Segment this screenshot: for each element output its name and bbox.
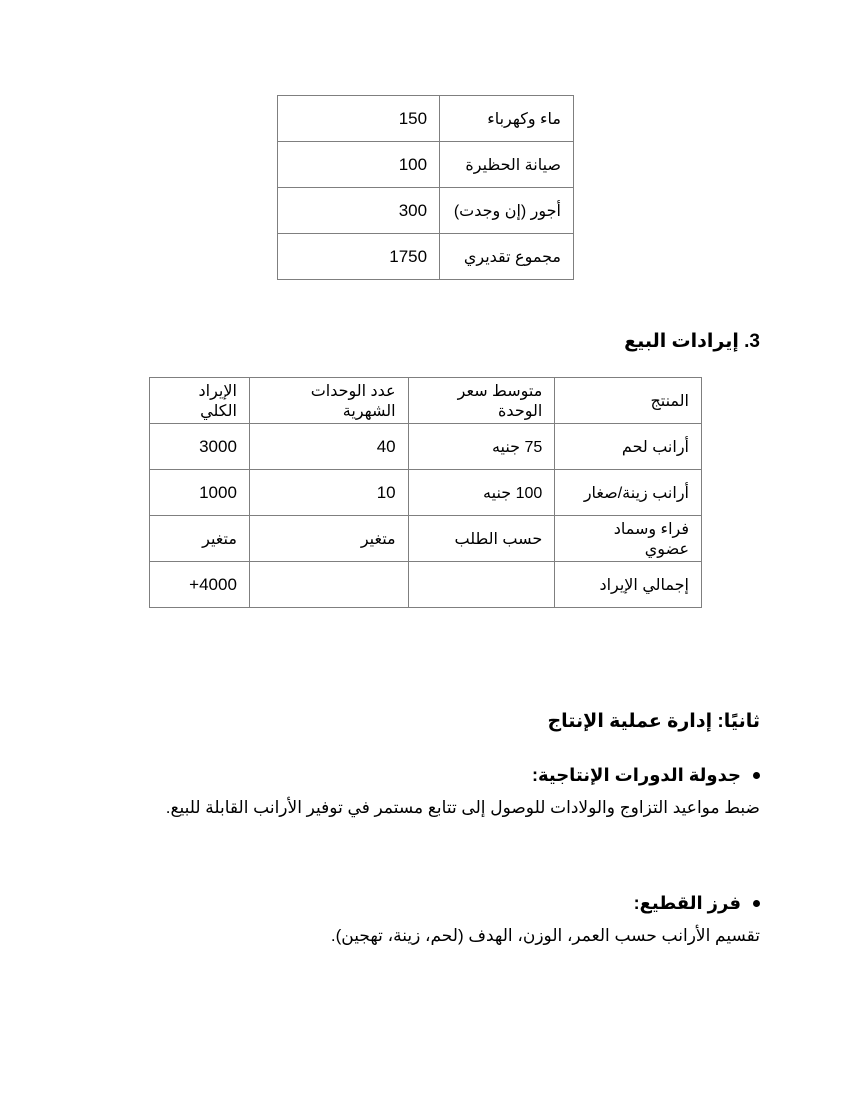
- table-cell: متغير: [249, 516, 408, 562]
- cost-total-label: مجموع تقديري: [440, 234, 574, 280]
- table-cell: 4000+: [150, 562, 250, 608]
- bullet-icon: [753, 900, 760, 907]
- table-header-row: [150, 378, 702, 424]
- bullet-text: تقسيم الأرانب حسب العمر، الوزن، الهدف (لحم، زينة، تهجين).: [330, 926, 760, 945]
- table-row: [278, 234, 574, 280]
- column-header-product: المنتج: [555, 378, 702, 424]
- table-row: [150, 424, 702, 470]
- bullet-icon: [753, 772, 760, 779]
- cost-label: ماء وكهرباء: [440, 96, 574, 142]
- table-cell: 10: [249, 470, 408, 516]
- table-cell: أرانب زينة/صغار: [555, 470, 702, 516]
- table-cell: 100 جنيه: [408, 470, 555, 516]
- table-row: [278, 142, 574, 188]
- list-item: [120, 765, 760, 825]
- table-cell: [408, 562, 555, 608]
- table-cell: 75 جنيه: [408, 424, 555, 470]
- column-header-monthly-units: عدد الوحدات الشهرية: [249, 378, 408, 424]
- table-cell: متغير: [150, 516, 250, 562]
- table-cell: 40: [249, 424, 408, 470]
- bullet-title: فرز القطيع:: [633, 893, 741, 913]
- cost-value: 150: [278, 96, 440, 142]
- revenue-table: [149, 377, 702, 608]
- section-heading-sales-revenue: 3. إيرادات البيع: [624, 331, 760, 352]
- bullet-text: ضبط مواعيد التزاوج والولادات للوصول إلى تتابع مستمر في توفير الأرانب القابلة للبيع.: [165, 798, 760, 817]
- table-row: [278, 96, 574, 142]
- table-cell: حسب الطلب: [408, 516, 555, 562]
- cost-total-value: 1750: [278, 234, 440, 280]
- column-header-total-revenue: الإيراد الكلي: [150, 378, 250, 424]
- table-row: [150, 470, 702, 516]
- table-cell: إجمالي الإيراد: [555, 562, 702, 608]
- table-row: [150, 516, 702, 562]
- table-cell: 1000: [150, 470, 250, 516]
- list-item: [120, 893, 760, 953]
- section-heading-production-management: ثانيًا: إدارة عملية الإنتاج: [547, 711, 760, 732]
- bullet-title: جدولة الدورات الإنتاجية:: [531, 765, 741, 785]
- costs-table: [277, 95, 574, 280]
- table-cell: فراء وسماد عضوي: [555, 516, 702, 562]
- cost-value: 100: [278, 142, 440, 188]
- column-header-unit-price: متوسط سعر الوحدة: [408, 378, 555, 424]
- cost-label: صيانة الحظيرة: [440, 142, 574, 188]
- table-row-total: [150, 562, 702, 608]
- table-row: [278, 188, 574, 234]
- cost-value: 300: [278, 188, 440, 234]
- cost-label: أجور (إن وجدت): [440, 188, 574, 234]
- table-cell: [249, 562, 408, 608]
- table-cell: أرانب لحم: [555, 424, 702, 470]
- table-cell: 3000: [150, 424, 250, 470]
